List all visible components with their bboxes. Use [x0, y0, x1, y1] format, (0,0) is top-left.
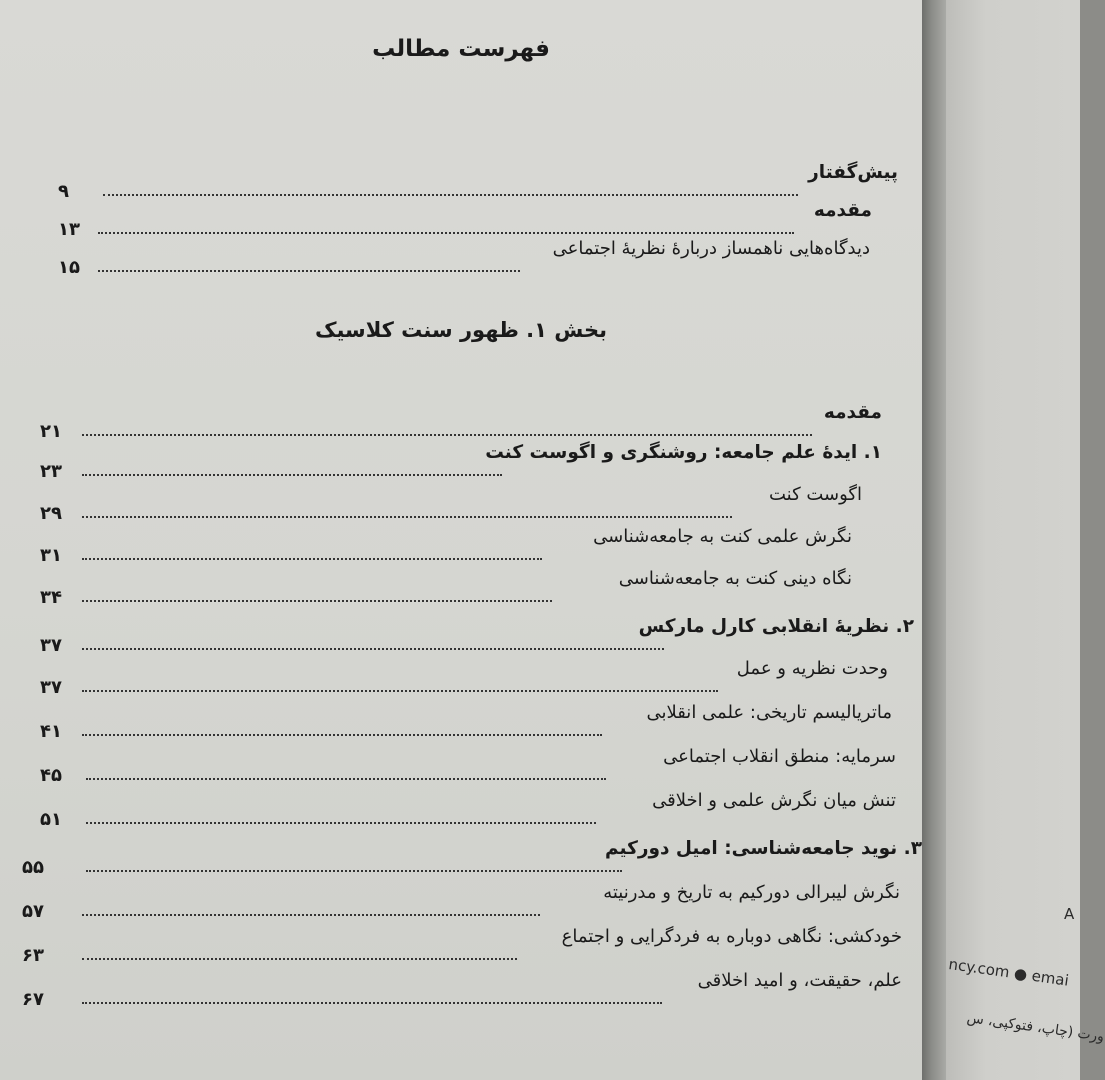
toc-entry-conflicting-views[interactable] — [58, 236, 870, 276]
toc-entry-label: علم، حقیقت، و امید اخلاقی — [697, 970, 902, 991]
toc-entry-label: ۱. ایدهٔ علم جامعه: روشنگری و اگوست کنت — [485, 442, 882, 463]
toc-entry-label: نگرش علمی کنت به جامعه‌شناسی — [593, 526, 852, 547]
toc-entry-chapter-2[interactable] — [40, 614, 914, 654]
leader-dots — [82, 558, 542, 560]
toc-page-number: ۵۵ — [22, 857, 44, 878]
toc-entry-label: مقدمه — [813, 200, 872, 221]
leader-dots — [82, 600, 552, 602]
toc-entry-label: اگوست کنت — [768, 484, 862, 505]
leader-dots — [82, 690, 718, 692]
toc-entry-label: خودکشی: نگاهی دوباره به فردگرایی و اجتماع — [561, 926, 902, 947]
toc-page-number: ۳۷ — [40, 635, 62, 656]
leader-dots — [82, 1002, 662, 1004]
toc-entry-label: سرمایه: منطق انقلاب اجتماعی — [663, 746, 896, 767]
toc-page-number: ۱۵ — [58, 257, 80, 278]
leader-dots — [82, 734, 602, 736]
toc-page-number: ۴۱ — [40, 721, 62, 742]
toc-page-number: ۵۱ — [40, 809, 62, 830]
leader-dots — [82, 914, 540, 916]
toc-entry-chapter-3[interactable] — [22, 836, 922, 876]
toc-entry-part-intro[interactable] — [40, 400, 882, 440]
toc-page-number: ۶۳ — [22, 945, 44, 966]
toc-page-number: ۲۹ — [40, 503, 62, 524]
leader-dots — [82, 434, 812, 436]
toc-entry-scientific-ethical-tension[interactable] — [40, 788, 896, 828]
toc-page-number: ۳۴ — [40, 587, 62, 608]
leader-dots — [86, 778, 606, 780]
toc-page-number: ۳۷ — [40, 677, 62, 698]
toc-entry-comte-religious-view[interactable] — [40, 566, 882, 606]
book-gutter — [922, 0, 946, 1080]
leader-dots — [103, 194, 798, 196]
toc-entry-introduction[interactable] — [58, 198, 872, 238]
part-heading: بخش ۱. ظهور سنت کلاسیک — [314, 318, 607, 342]
toc-entry-preface[interactable] — [58, 160, 898, 200]
adjacent-page — [946, 0, 1105, 1080]
toc-page-number: ۲۱ — [40, 421, 62, 442]
toc-entry-theory-practice[interactable] — [40, 656, 888, 696]
leader-dots — [86, 870, 622, 872]
leader-dots — [82, 474, 502, 476]
toc-page-number: ۳۱ — [40, 545, 62, 566]
leader-dots — [98, 232, 794, 234]
toc-page-number: ۹ — [58, 181, 69, 202]
toc-entry-suicide[interactable] — [22, 924, 902, 964]
toc-page-number: ۶۷ — [22, 989, 44, 1010]
toc-entry-label: وحدت نظریه و عمل — [736, 658, 888, 679]
leader-dots — [82, 648, 664, 650]
toc-entry-auguste-comte[interactable] — [40, 482, 882, 522]
leader-dots — [82, 516, 732, 518]
toc-entry-label: ۳. نوید جامعه‌شناسی: امیل دورکیم — [605, 838, 922, 859]
toc-page-number: ۴۵ — [40, 765, 62, 786]
toc-entry-label: ۲. نظریهٔ انقلابی کارل مارکس — [638, 616, 914, 637]
toc-page-number: ۲۳ — [40, 461, 62, 482]
toc-page-number: ۱۳ — [58, 219, 80, 240]
toc-entry-label: دیدگاه‌هایی ناهمساز دربارهٔ نظریهٔ اجتماعی — [552, 238, 870, 259]
toc-entry-label: پیش‌گفتار — [808, 162, 898, 183]
toc-page-number: ۵۷ — [22, 901, 44, 922]
leader-dots — [82, 958, 517, 960]
toc-entry-label: مقدمه — [823, 402, 882, 423]
toc-entry-science-truth-hope[interactable] — [22, 968, 902, 1008]
leader-dots — [98, 270, 520, 272]
toc-title: فهرست مطالب — [372, 36, 550, 62]
adjacent-page-print-text: ورت (چاپ، فتوکپی، س — [965, 1010, 1105, 1046]
adjacent-page-edge-text: A — [1064, 905, 1075, 923]
toc-entry-chapter-1[interactable] — [40, 440, 882, 480]
toc-entry-capital[interactable] — [40, 744, 896, 784]
toc-entry-label: نگرش لیبرالی دورکیم به تاریخ و مدرنیته — [603, 882, 900, 903]
toc-entry-durkheim-liberal-view[interactable] — [22, 880, 900, 920]
toc-entry-comte-scientific-view[interactable] — [40, 524, 882, 564]
toc-entry-historical-materialism[interactable] — [40, 700, 892, 740]
toc-entry-label: ماتریالیسم تاریخی: علمی انقلابی — [646, 702, 892, 723]
toc-entry-label: تنش میان نگرش علمی و اخلاقی — [652, 790, 896, 811]
adjacent-page-email-text: ncy.com ● emai — [947, 955, 1070, 990]
toc-entry-label: نگاه دینی کنت به جامعه‌شناسی — [618, 568, 852, 589]
leader-dots — [86, 822, 596, 824]
